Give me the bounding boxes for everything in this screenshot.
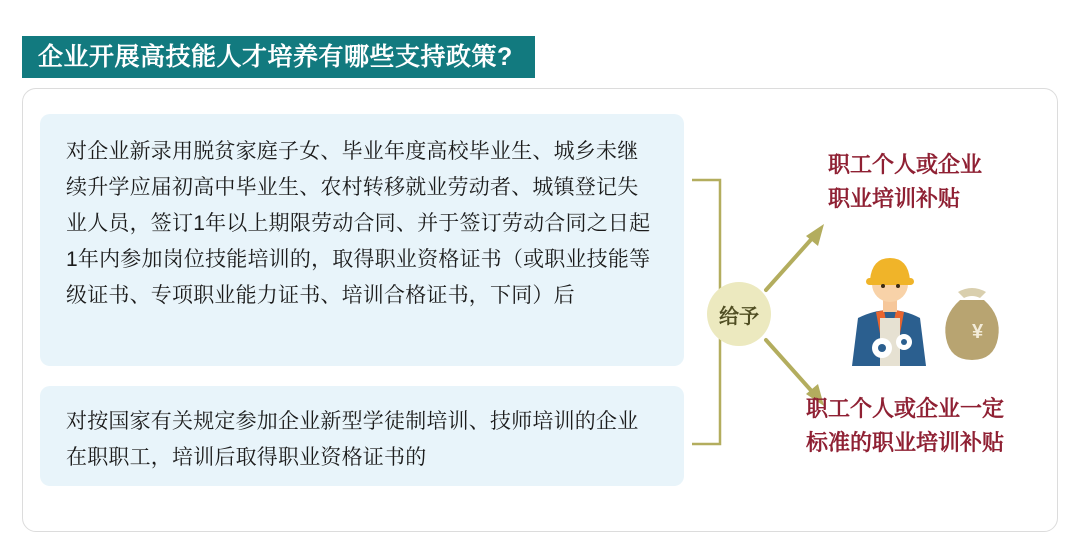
outcome-bottom-line-2: 标准的职业培训补贴 (806, 430, 1005, 456)
money-bag-icon (945, 288, 998, 360)
outcome-label-top (828, 148, 982, 216)
outcome-label-bottom (806, 392, 1004, 460)
page-title: 企业开展高技能人才培养有哪些支持政策? (38, 42, 513, 71)
outcome-top-line-2: 职业培训补贴 (828, 186, 961, 212)
policy-text-1: 对企业新录用脱贫家庭子女、毕业年度高校毕业生、城乡未继续升学应届初高中毕业生、农村转移就业劳动者、城镇登记失业人员，签订1年以上期限劳动合同、并于签订劳动合同之日起1年内参加岗位技能培训的，取得职业资格证书（或职业技能等级证书、专项职业能力证书、培训合格证书，下同）后 (66, 140, 651, 308)
svg-text:¥: ¥ (972, 321, 984, 343)
worker-figure-icon (852, 258, 926, 366)
policy-text-card-1 (40, 114, 684, 366)
outcome-top-line-1: 职工个人或企业 (828, 152, 983, 177)
policy-text-2: 对按国家有关规定参加企业新型学徒制培训、技师培训的企业在职职工，培训后取得职业资格证书的 (66, 410, 639, 470)
page-title-bar (22, 36, 535, 78)
outcome-bottom-line-1: 职工个人或企业一定 (806, 396, 1005, 421)
policy-text-card-2 (40, 386, 684, 486)
giving-node-label: 给予 (719, 305, 759, 328)
worker-with-money-bag-illustration (820, 240, 1020, 380)
